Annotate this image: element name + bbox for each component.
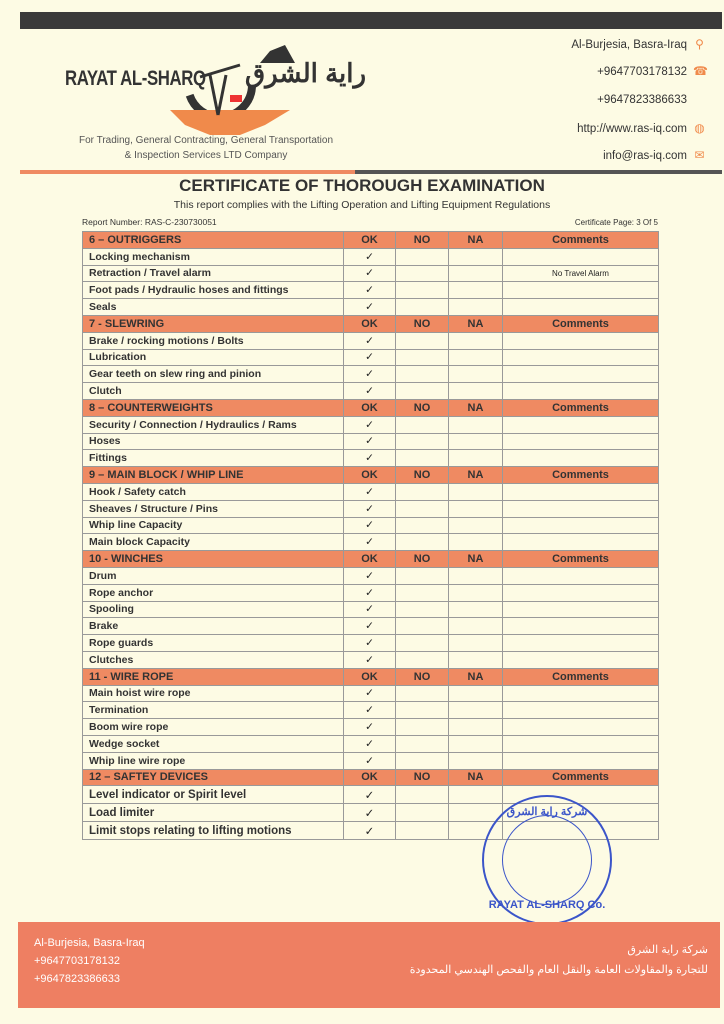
na-cell: [449, 651, 503, 668]
item-label: Spooling: [83, 601, 344, 618]
comment-cell: [503, 719, 659, 736]
na-cell: [449, 366, 503, 383]
item-label: Limit stops relating to lifting motions: [83, 822, 344, 840]
item-label: Whip line wire rope: [83, 752, 344, 769]
phone-icon: ☎: [693, 64, 708, 78]
item-label: Main block Capacity: [83, 534, 344, 551]
section-title: 7 - SLEWRING: [83, 315, 344, 332]
comment-cell: [503, 618, 659, 635]
location-pin-icon: ⚲: [695, 37, 704, 51]
comment-cell: [503, 752, 659, 769]
item-label: Hoses: [83, 433, 344, 450]
divider-dark: [355, 170, 722, 174]
item-label: Wedge socket: [83, 735, 344, 752]
no-cell: [396, 349, 449, 366]
table-row: [83, 332, 659, 349]
footer-arabic-name: شركة راية الشرق: [627, 944, 708, 956]
comment-cell: [503, 702, 659, 719]
column-comments: Comments: [503, 232, 659, 249]
na-cell: [449, 635, 503, 652]
column-comments: Comments: [503, 769, 659, 786]
no-cell: [396, 601, 449, 618]
table-row: [83, 651, 659, 668]
item-label: Rope anchor: [83, 584, 344, 601]
item-label: Clutch: [83, 383, 344, 400]
comment-cell: [503, 433, 659, 450]
section-title: 8 – COUNTERWEIGHTS: [83, 399, 344, 416]
address-text: Al-Burjesia, Basra-Iraq: [571, 38, 687, 51]
comment-cell: [503, 282, 659, 299]
no-cell: [396, 702, 449, 719]
footer-phone-2: +9647823386633: [34, 973, 120, 985]
report-number: Report Number: RAS-C-230730051: [82, 217, 217, 227]
ok-check-icon: ✓: [344, 786, 396, 804]
item-label: Load limiter: [83, 804, 344, 822]
table-row: [83, 719, 659, 736]
table-row: [83, 383, 659, 400]
section-header: [83, 769, 659, 786]
ok-check-icon: ✓: [344, 651, 396, 668]
ok-check-icon: ✓: [344, 248, 396, 265]
ok-check-icon: ✓: [344, 366, 396, 383]
na-cell: [449, 752, 503, 769]
section-header: [83, 399, 659, 416]
item-label: Level indicator or Spirit level: [83, 786, 344, 804]
na-cell: [449, 299, 503, 316]
ok-check-icon: ✓: [344, 735, 396, 752]
column-na: NA: [449, 551, 503, 568]
na-cell: [449, 433, 503, 450]
no-cell: [396, 685, 449, 702]
footer-address: Al-Burjesia, Basra-Iraq: [34, 937, 145, 949]
ok-check-icon: ✓: [344, 685, 396, 702]
na-cell: [449, 450, 503, 467]
envelope-icon: ✉: [694, 148, 705, 162]
no-cell: [396, 500, 449, 517]
na-cell: [449, 265, 503, 282]
item-label: Rope guards: [83, 635, 344, 652]
ok-check-icon: ✓: [344, 601, 396, 618]
no-cell: [396, 618, 449, 635]
contact-email[interactable]: [603, 149, 706, 162]
section-header: [83, 467, 659, 484]
column-no: NO: [396, 315, 449, 332]
no-cell: [396, 248, 449, 265]
column-no: NO: [396, 551, 449, 568]
na-cell: [449, 416, 503, 433]
no-cell: [396, 383, 449, 400]
footer-arabic-description: للتجارة والمقاولات العامة والنقل العام والفحص الهندسي المحدودة: [409, 964, 708, 976]
comment-cell: [503, 332, 659, 349]
logo-text-en: RAYAT AL-SHARQ: [65, 67, 206, 90]
ok-check-icon: ✓: [344, 534, 396, 551]
comment-cell: [503, 383, 659, 400]
column-comments: Comments: [503, 467, 659, 484]
column-ok: OK: [344, 551, 396, 568]
comment-cell: [503, 366, 659, 383]
item-label: Brake: [83, 618, 344, 635]
na-cell: [449, 483, 503, 500]
no-cell: [396, 804, 449, 822]
column-na: NA: [449, 399, 503, 416]
na-cell: [449, 735, 503, 752]
na-cell: [449, 567, 503, 584]
column-ok: OK: [344, 399, 396, 416]
table-row: [83, 299, 659, 316]
item-label: Lubrication: [83, 349, 344, 366]
page-title: CERTIFICATE OF THOROUGH EXAMINATION: [179, 176, 545, 195]
column-na: NA: [449, 668, 503, 685]
ok-check-icon: ✓: [344, 416, 396, 433]
ok-check-icon: ✓: [344, 299, 396, 316]
phone-text: +9647823386633: [597, 94, 687, 106]
ok-check-icon: ✓: [344, 282, 396, 299]
website-link[interactable]: http://www.ras-iq.com: [577, 122, 687, 135]
na-cell: [449, 601, 503, 618]
examination-table: [82, 231, 659, 840]
item-label: Drum: [83, 567, 344, 584]
no-cell: [396, 433, 449, 450]
company-tagline: [60, 133, 352, 163]
section-title: 6 – OUTRIGGERS: [83, 232, 344, 249]
table-row: [83, 534, 659, 551]
top-bar: [20, 12, 722, 29]
ok-check-icon: ✓: [344, 265, 396, 282]
na-cell: [449, 517, 503, 534]
comment-cell: [503, 349, 659, 366]
na-cell: [449, 282, 503, 299]
stamp-text-ar: شركة راية الشرق: [506, 806, 588, 818]
section-title: 11 - WIRE ROPE: [83, 668, 344, 685]
na-cell: [449, 383, 503, 400]
no-cell: [396, 265, 449, 282]
ok-check-icon: ✓: [344, 332, 396, 349]
no-cell: [396, 651, 449, 668]
tagline-line-1: For Trading, General Contracting, General Transportation: [78, 135, 334, 146]
column-ok: OK: [344, 769, 396, 786]
section-header: [83, 551, 659, 568]
tagline-line-2: & Inspection Services LTD Company: [124, 150, 288, 161]
section-header: [83, 315, 659, 332]
table-row: [83, 483, 659, 500]
column-comments: Comments: [503, 551, 659, 568]
comment-cell: [503, 248, 659, 265]
comment-cell: [503, 534, 659, 551]
no-cell: [396, 483, 449, 500]
column-comments: Comments: [503, 668, 659, 685]
item-label: Security / Connection / Hydraulics / Rams: [83, 416, 344, 433]
table-row: [83, 416, 659, 433]
item-label: Seals: [83, 299, 344, 316]
column-na: NA: [449, 769, 503, 786]
table-row: [83, 752, 659, 769]
item-label: Sheaves / Structure / Pins: [83, 500, 344, 517]
table-row: [83, 248, 659, 265]
comment-cell: [503, 416, 659, 433]
no-cell: [396, 719, 449, 736]
column-comments: Comments: [503, 399, 659, 416]
no-cell: [396, 567, 449, 584]
comment-cell: [503, 567, 659, 584]
logo-text-ar: راية الشرق: [245, 58, 367, 88]
table-row: [83, 517, 659, 534]
column-ok: OK: [344, 315, 396, 332]
comment-cell: [503, 635, 659, 652]
divider-orange: [20, 170, 355, 174]
table-row: [83, 685, 659, 702]
no-cell: [396, 282, 449, 299]
table-row: [83, 567, 659, 584]
comment-cell: [503, 651, 659, 668]
item-label: Hook / Safety catch: [83, 483, 344, 500]
na-cell: [449, 332, 503, 349]
ok-check-icon: ✓: [344, 517, 396, 534]
no-cell: [396, 299, 449, 316]
ok-check-icon: ✓: [344, 500, 396, 517]
na-cell: [449, 786, 503, 804]
no-cell: [396, 416, 449, 433]
table-row: [83, 450, 659, 467]
comment-cell: [503, 735, 659, 752]
ok-check-icon: ✓: [344, 349, 396, 366]
table-row: [83, 282, 659, 299]
comment-cell: No Travel Alarm: [503, 265, 659, 282]
no-cell: [396, 822, 449, 840]
item-label: Fittings: [83, 450, 344, 467]
ok-check-icon: ✓: [344, 450, 396, 467]
comment-cell: [503, 685, 659, 702]
no-cell: [396, 450, 449, 467]
column-no: NO: [396, 769, 449, 786]
no-cell: [396, 584, 449, 601]
ok-check-icon: ✓: [344, 618, 396, 635]
item-label: Termination: [83, 702, 344, 719]
ok-check-icon: ✓: [344, 752, 396, 769]
no-cell: [396, 332, 449, 349]
column-no: NO: [396, 668, 449, 685]
na-cell: [449, 534, 503, 551]
section-title: 9 – MAIN BLOCK / WHIP LINE: [83, 467, 344, 484]
na-cell: [449, 719, 503, 736]
comment-cell: [503, 517, 659, 534]
table-row: [83, 349, 659, 366]
item-label: Whip line Capacity: [83, 517, 344, 534]
table-row: [83, 618, 659, 635]
table-row: [83, 366, 659, 383]
item-label: Main hoist wire rope: [83, 685, 344, 702]
footer-phone-1: +9647703178132: [34, 955, 120, 967]
ok-check-icon: ✓: [344, 567, 396, 584]
no-cell: [396, 517, 449, 534]
item-label: Gear teeth on slew ring and pinion: [83, 366, 344, 383]
section-title: 10 - WINCHES: [83, 551, 344, 568]
na-cell: [449, 500, 503, 517]
column-no: NO: [396, 467, 449, 484]
ok-check-icon: ✓: [344, 584, 396, 601]
no-cell: [396, 635, 449, 652]
column-ok: OK: [344, 668, 396, 685]
column-ok: OK: [344, 467, 396, 484]
column-na: NA: [449, 315, 503, 332]
no-cell: [396, 534, 449, 551]
section-header: [83, 668, 659, 685]
section-title: 12 – SAFTEY DEVICES: [83, 769, 344, 786]
table-row: [83, 584, 659, 601]
table-row: [83, 635, 659, 652]
no-cell: [396, 735, 449, 752]
comment-cell: [503, 299, 659, 316]
contact-address: [571, 38, 706, 51]
item-label: Foot pads / Hydraulic hoses and fittings: [83, 282, 344, 299]
item-label: Clutches: [83, 651, 344, 668]
na-cell: [449, 618, 503, 635]
ok-check-icon: ✓: [344, 804, 396, 822]
na-cell: [449, 702, 503, 719]
section-header: [83, 232, 659, 249]
column-comments: Comments: [503, 315, 659, 332]
contact-website[interactable]: [577, 122, 706, 135]
comment-cell: [503, 500, 659, 517]
company-stamp: [482, 795, 612, 925]
contact-phone-1: [597, 65, 706, 78]
item-label: Retraction / Travel alarm: [83, 265, 344, 282]
comment-cell: [503, 483, 659, 500]
email-link[interactable]: info@ras-iq.com: [603, 149, 687, 162]
no-cell: [396, 752, 449, 769]
ok-check-icon: ✓: [344, 822, 396, 840]
table-row: [83, 735, 659, 752]
no-cell: [396, 366, 449, 383]
ok-check-icon: ✓: [344, 719, 396, 736]
table-row: [83, 433, 659, 450]
page-subtitle: This report complies with the Lifting Operation and Lifting Equipment Regulations: [173, 199, 551, 211]
contact-phone-2: [597, 94, 687, 106]
na-cell: [449, 584, 503, 601]
item-label: Brake / rocking motions / Bolts: [83, 332, 344, 349]
stamp-text-en: RAYAT AL-SHARQ Co.: [488, 899, 606, 911]
ok-check-icon: ✓: [344, 383, 396, 400]
phone-text: +9647703178132: [597, 65, 687, 78]
column-na: NA: [449, 467, 503, 484]
comment-cell: [503, 450, 659, 467]
footer: [18, 922, 720, 1008]
no-cell: [396, 786, 449, 804]
na-cell: [449, 248, 503, 265]
na-cell: [449, 349, 503, 366]
column-no: NO: [396, 399, 449, 416]
ok-check-icon: ✓: [344, 635, 396, 652]
na-cell: [449, 685, 503, 702]
table-row: [83, 265, 659, 282]
ok-check-icon: ✓: [344, 433, 396, 450]
column-no: NO: [396, 232, 449, 249]
comment-cell: [503, 584, 659, 601]
table-row: [83, 500, 659, 517]
column-ok: OK: [344, 232, 396, 249]
certificate-page: Certificate Page: 3 Of 5: [574, 218, 658, 227]
ok-check-icon: ✓: [344, 702, 396, 719]
table-row: [83, 601, 659, 618]
comment-cell: [503, 601, 659, 618]
globe-icon: ◍: [694, 121, 705, 135]
ok-check-icon: ✓: [344, 483, 396, 500]
column-na: NA: [449, 232, 503, 249]
item-label: Boom wire rope: [83, 719, 344, 736]
table-row: [83, 702, 659, 719]
item-label: Locking mechanism: [83, 248, 344, 265]
